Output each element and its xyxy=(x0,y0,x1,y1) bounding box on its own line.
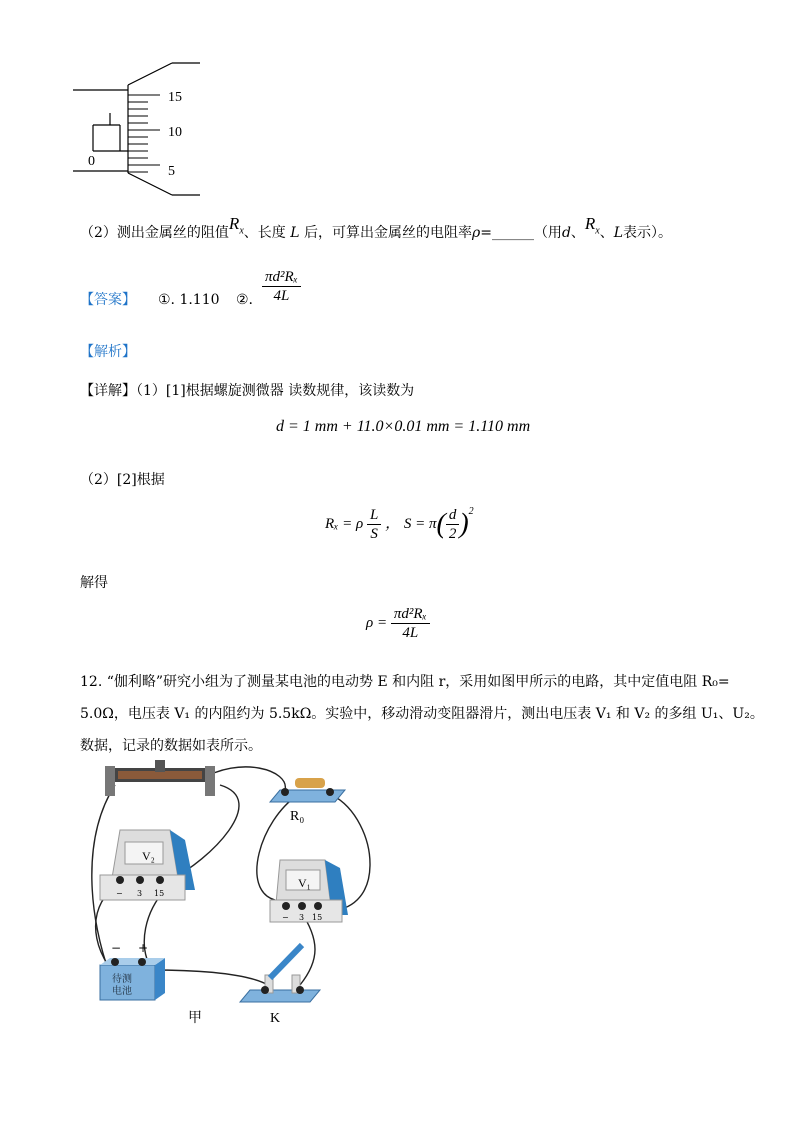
answer-blank: ______ xyxy=(491,225,534,241)
scale-label-10: 10 xyxy=(168,125,182,140)
eq2-den: S xyxy=(370,526,378,542)
scale-label-15: 15 xyxy=(168,90,182,105)
resistor-r0 xyxy=(270,778,345,802)
rheostat xyxy=(105,760,215,796)
eq2-rhs: ， S = π xyxy=(385,515,437,532)
paren-open: ( xyxy=(436,508,446,540)
eq3-num: πd²Rₓ xyxy=(391,605,430,624)
answer-1: ①. 1.110 xyxy=(158,292,220,308)
v1-terminal-minus: − xyxy=(282,913,289,922)
circuit-diagram xyxy=(70,760,410,1040)
eq3-den: 4L xyxy=(402,625,419,641)
q11-text-d: （用 xyxy=(533,225,562,241)
solve-line: 解得 xyxy=(80,575,108,591)
v2-terminal-minus: − xyxy=(116,889,123,898)
main-scale-zero: 0 xyxy=(88,154,95,169)
equation-2 xyxy=(325,506,474,543)
eq3-lhs: ρ = xyxy=(366,614,388,631)
scale-label-5: 5 xyxy=(168,164,175,179)
paren-close: ) xyxy=(459,508,469,540)
d-symbol: d xyxy=(561,225,571,241)
q12-line-3: 数据，记录的数据如表所示。 xyxy=(80,738,262,754)
eq2-paren-num: d xyxy=(446,506,460,525)
v1-terminal-3: 3 xyxy=(299,913,305,922)
q11-text-b: 、长度 xyxy=(243,225,286,241)
answer-frac-num: πd²Rₓ xyxy=(262,268,301,287)
answer-frac-den: 4L xyxy=(273,288,290,304)
voltmeter-v2 xyxy=(100,830,195,900)
equation-1: d = 1 mm + 11.0×0.01 mm = 1.110 mm xyxy=(276,418,531,435)
eq2-paren-den: 2 xyxy=(448,526,457,542)
battery-plus: + xyxy=(138,941,149,955)
r0-label: R₀ xyxy=(290,809,305,824)
battery xyxy=(100,958,165,1000)
detail-line xyxy=(80,381,414,401)
v2-terminal-3: 3 xyxy=(137,889,143,898)
q12-line-1: 12. “伽利略”研究小组为了测量某电池的电动势 E 和内阻 r，采用如图甲所示的电路，其中定值电阻 R₀= xyxy=(80,674,730,690)
v1-label: V₁ xyxy=(298,876,311,890)
equation-3 xyxy=(366,605,430,642)
rx-sub: x xyxy=(239,225,244,237)
q12-line-2: 5.0Ω，电压表 V₁ 的内阻约为 5.5kΩ。实验中，移动滑动变阻器滑片，测出电压表 V₁ 和 V₂ 的多组 U₁、U₂。 xyxy=(80,706,764,722)
l-symbol: L xyxy=(290,225,300,241)
figure-label: 甲 xyxy=(188,1010,202,1026)
micrometer-diagram xyxy=(60,55,220,205)
v1-terminal-15: 15 xyxy=(312,913,323,922)
eq2-lhs: Rₓ = ρ xyxy=(325,515,364,532)
v2-label: V₂ xyxy=(142,849,155,863)
part2-line: （2）[2]根据 xyxy=(80,472,165,488)
rx-symbol-2 xyxy=(584,214,600,237)
rx-r-2: R xyxy=(584,214,596,233)
battery-minus: − xyxy=(111,941,122,955)
analysis-tag: 【解析】 xyxy=(80,344,136,360)
answer-2-label: ②. xyxy=(236,292,254,308)
q11-part2 xyxy=(80,214,673,249)
detail-tag: 【详解】 xyxy=(80,383,136,399)
battery-text-1: 待测 xyxy=(112,974,132,985)
v2-terminal-15: 15 xyxy=(154,889,165,898)
answer-tag: 【答案】 xyxy=(80,292,136,308)
detail-text: （1）[1]根据螺旋测微器 读数规律，该读数为 xyxy=(136,383,415,399)
q11-text: （2）测出金属丝的阻值 xyxy=(80,225,229,241)
switch-label: K xyxy=(270,1011,281,1026)
rho-symbol: ρ= xyxy=(471,225,492,241)
battery-text-2: 电池 xyxy=(112,986,132,997)
eq2-exp: 2 xyxy=(468,506,474,517)
answer-2-fraction xyxy=(262,268,301,305)
q11-text-e: 表示）。 xyxy=(623,225,673,241)
eq2-num: L xyxy=(367,506,381,525)
rx-sub-2: x xyxy=(595,225,600,237)
sep-1: 、 xyxy=(570,225,585,241)
l-symbol-2: L xyxy=(613,225,624,241)
sep-2: 、 xyxy=(599,225,614,241)
q11-text-c: 后，可算出金属丝的电阻率 xyxy=(303,225,472,241)
rx-r: R xyxy=(228,214,240,233)
rx-symbol xyxy=(228,214,244,237)
